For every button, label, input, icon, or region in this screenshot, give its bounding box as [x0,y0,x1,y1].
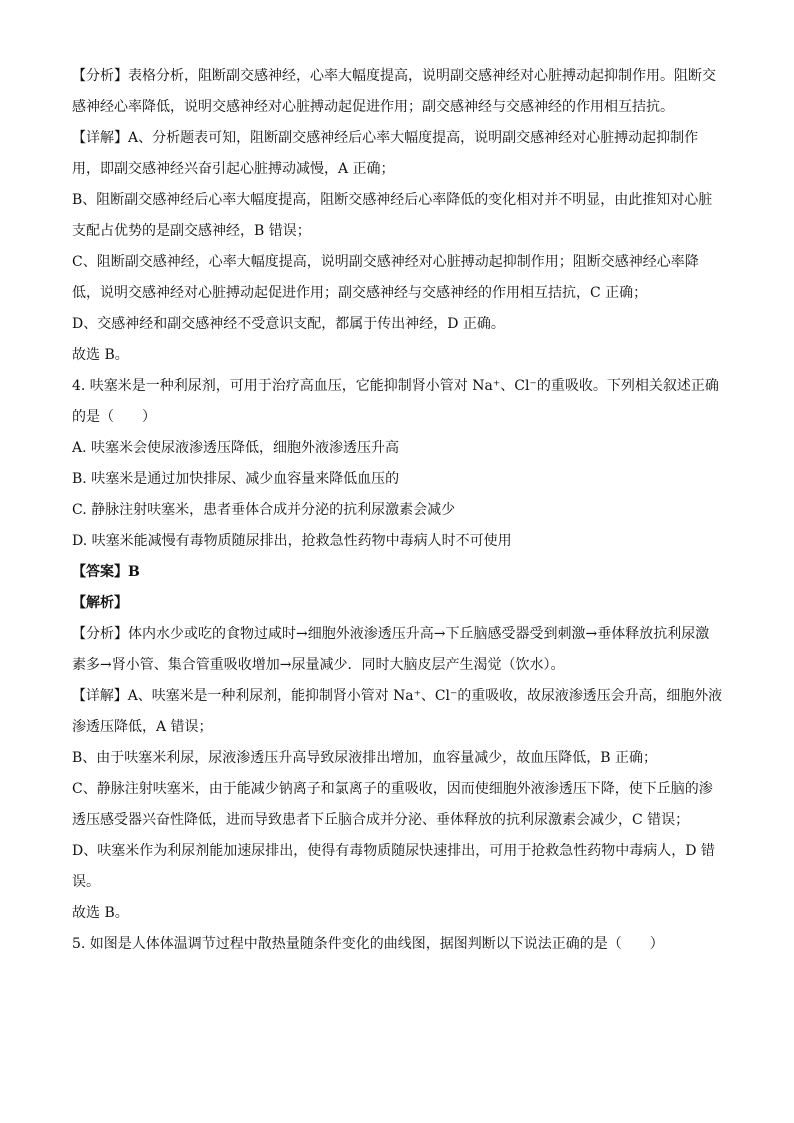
q4-analysis-line-2: 素多→肾小管、集合管重吸收增加→尿量减少．同时大脑皮层产生渴觉（饮水）。 [72,657,565,673]
detail-line-3: B、阻断副交感神经后心率大幅度提高，阻断交感神经后心率降低的变化相对并不明显，由此推知对心脏 [72,192,713,208]
q4-detail-line-4: C、静脉注射呋塞米，由于能减少钠离子和氯离子的重吸收，因而使细胞外液渗透压下降，使下丘脑的渗 [72,781,713,797]
question-4-stem-1: 4. 呋塞米是一种利尿剂，可用于治疗高血压，它能抑制肾小管对 Na⁺、Cl⁻的重吸收。下列相关叙述正确 [72,378,719,394]
option-c: C. 静脉注射呋塞米，患者垂体合成并分泌的抗利尿激素会减少 [72,502,456,518]
analysis-line-2: 感神经心率降低，说明交感神经对心脏搏动起促进作用；副交感神经与交感神经的作用相互拮抗。 [72,99,674,115]
detail-line-1: 【详解】A、分析题表可知，阻断副交感神经后心率大幅度提高，说明副交感神经对心脏搏动起抑制作 [72,130,699,146]
option-a: A. 呋塞米会使尿液渗透压降低，细胞外液渗透压升高 [72,440,400,456]
detail-line-2: 用，即副交感神经兴奋引起心脏搏动减慢，A 正确； [72,161,395,177]
q4-detail-line-1: 【详解】A、呋塞米是一种利尿剂，能抑制肾小管对 Na⁺、Cl⁻的重吸收，故尿液渗透压会升高，细胞外液 [72,688,723,704]
q4-detail-line-3: B、由于呋塞米利尿，尿液渗透压升高导致尿液排出增加，血容量减少，故血压降低，B 正确； [72,750,658,766]
choice-line-3: 故选 B。 [72,347,129,363]
detail-line-5: C、阻断副交感神经，心率大幅度提高，说明副交感神经对心脏搏动起抑制作用；阻断交感神经心率降 [72,254,699,270]
q4-analysis-line-1: 【分析】体内水少或吃的食物过咸时→细胞外液渗透压升高→下丘脑感受器受到刺激→垂体释放抗利尿激 [72,626,710,642]
q4-detail-line-6: D、呋塞米作为利尿剂能加速尿排出，使得有毒物质随尿快速排出，可用于抢救急性药物中毒病人，D 错 [72,843,715,859]
q4-choice-line: 故选 B。 [72,905,129,921]
option-d: D. 呋塞米能减慢有毒物质随尿排出，抢救急性药物中毒病人时不可使用 [72,533,512,549]
detail-line-7: D、交感神经和副交感神经不受意识支配，都属于传出神经，D 正确。 [72,316,505,332]
explanation-label: 【解析】 [72,595,128,611]
q4-detail-line-7: 误。 [72,874,100,890]
analysis-line-1: 【分析】表格分析，阻断副交感神经，心率大幅度提高，说明副交感神经对心脏搏动起抑制作用。阻断交 [72,68,716,84]
answer-label: 【答案】B [72,564,140,580]
option-b: B. 呋塞米是通过加快排尿、减少血容量来降低血压的 [72,471,400,487]
detail-line-6: 低，说明交感神经对心脏搏动起促进作用；副交感神经与交感神经的作用相互拮抗，C 正确； [72,285,648,301]
question-5-stem: 5. 如图是人体体温调节过程中散热量随条件变化的曲线图，据图判断以下说法正确的是（ ） [72,936,664,952]
q4-detail-line-2: 渗透压降低，A 错误； [72,719,213,735]
detail-line-4: 支配占优势的是副交感神经，B 错误； [72,223,311,239]
question-4-stem-2: 的是（ ） [72,409,156,425]
q4-detail-line-5: 透压感受器兴奋性降低，进而导致患者下丘脑合成并分泌、垂体释放的抗利尿激素会减少，C 错误； [72,812,690,828]
